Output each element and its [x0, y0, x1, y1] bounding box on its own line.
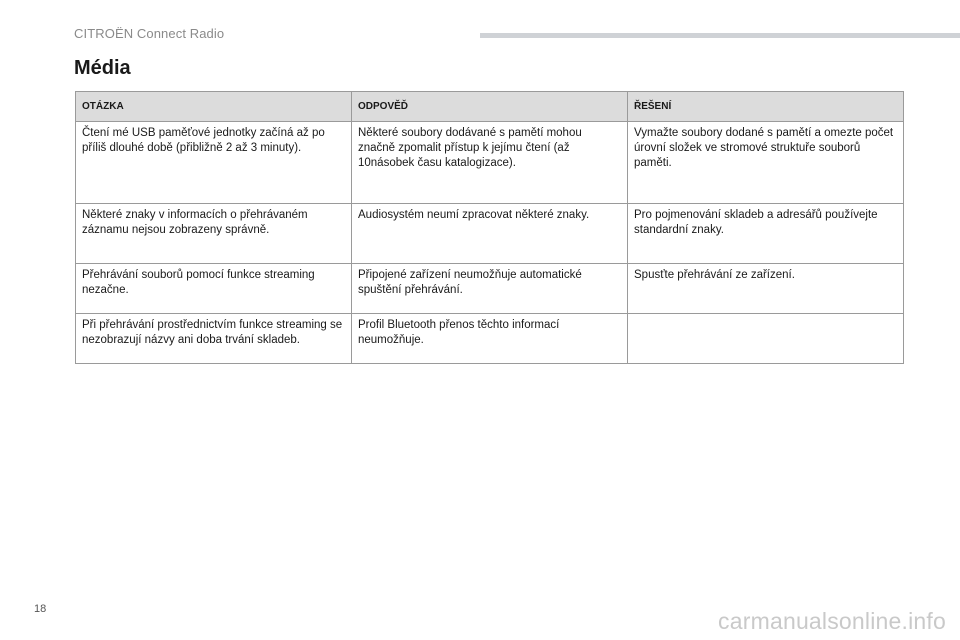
header-brand: CITROËN Connect Radio	[74, 26, 225, 41]
column-header-solution: ŘEŠENÍ	[628, 92, 904, 122]
solution-cell: Spusťte přehrávání ze zařízení.	[628, 264, 904, 314]
table-row	[76, 204, 904, 264]
watermark: carmanualsonline.info	[718, 608, 946, 634]
table-header-row	[76, 92, 904, 122]
answer-cell: Audiosystém neumí zpracovat některé znaky.	[352, 204, 628, 264]
answer-cell: Profil Bluetooth přenos těchto informací neumožňuje.	[352, 314, 628, 364]
page-number: 18	[34, 603, 47, 615]
faq-table	[75, 91, 904, 364]
answer-cell: Některé soubory dodávané s pamětí mohou značně zpomalit přístup k jejímu čtení (až 10násobek času katalogizace).	[352, 122, 628, 204]
question-cell: Čtení mé USB paměťové jednotky začíná až po příliš dlouhé době (přibližně 2 až 3 minuty).	[76, 122, 352, 204]
solution-cell	[628, 314, 904, 364]
column-header-answer: ODPOVĚĎ	[352, 92, 628, 122]
table-row	[76, 264, 904, 314]
table-row	[76, 122, 904, 204]
header-bar	[480, 33, 960, 38]
question-cell: Při přehrávání prostřednictvím funkce streaming se nezobrazují názvy ani doba trvání skladeb.	[76, 314, 352, 364]
table-row	[76, 314, 904, 364]
page-title: Média	[74, 57, 131, 79]
solution-cell: Vymažte soubory dodané s pamětí a omezte počet úrovní složek ve stromové struktuře souborů paměti.	[628, 122, 904, 204]
question-cell: Přehrávání souborů pomocí funkce streaming nezačne.	[76, 264, 352, 314]
question-cell: Některé znaky v informacích o přehrávaném záznamu nejsou zobrazeny správně.	[76, 204, 352, 264]
solution-cell: Pro pojmenování skladeb a adresářů používejte standardní znaky.	[628, 204, 904, 264]
column-header-question: OTÁZKA	[76, 92, 352, 122]
answer-cell: Připojené zařízení neumožňuje automatické spuštění přehrávání.	[352, 264, 628, 314]
